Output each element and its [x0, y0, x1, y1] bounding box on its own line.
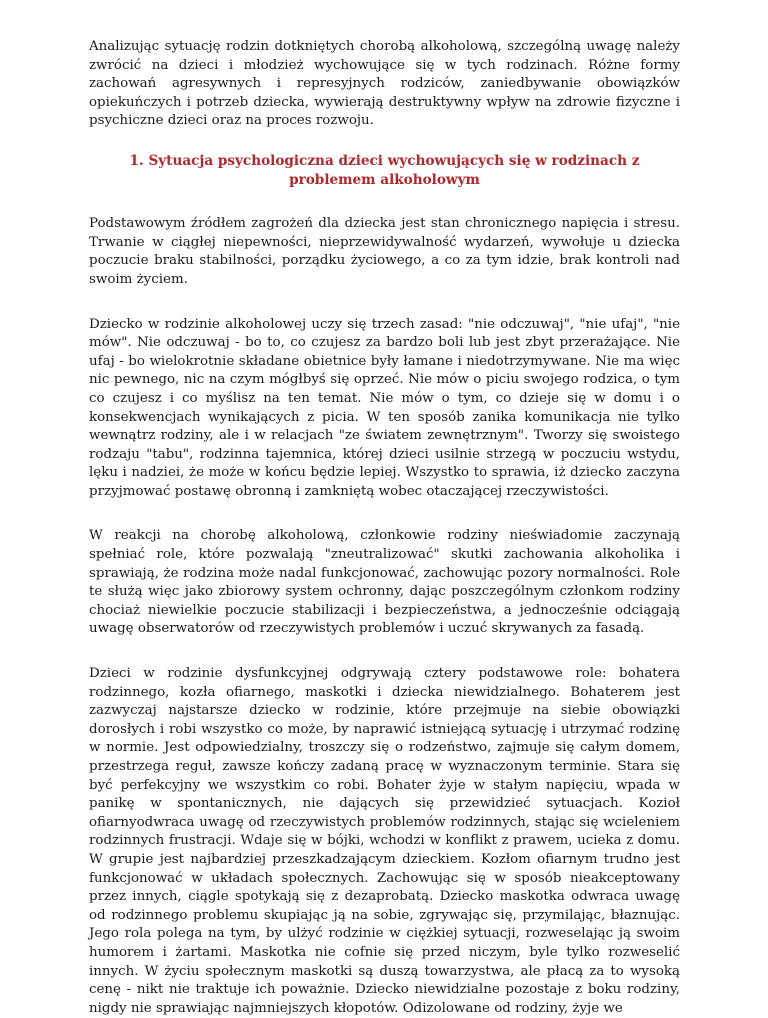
intro-paragraph: Analizując sytuację rodzin dotkniętych chorobą alkoholową, szczególną uwagę należy zwrócić na dzieci i młodzież wychowujące się w tych rodzinach. Różne formy zachowań agresywnych i represyjnych rodziców, zaniedbywanie obowiązków opiekuńczych i potrzeb dziecka, wywierają destruktywny wpływ na zdrowie fizyczne i psychiczne dzieci oraz na proces rozwoju. — [89, 39, 680, 129]
document-page — [89, 38, 680, 1018]
body-paragraph: Dziecko w rodzinie alkoholowej uczy się trzech zasad: "nie odczuwaj", "nie ufaj", "nie mów". Nie odczuwaj - bo to, co czujesz za bardzo boli lub jest zbyt przerażające. Nie ufaj - bo wielokrotnie składane obietnice były łamane i niedotrzymywane. Nie ma więc nic pewnego, nic na czym mógłbyś się oprzeć. Nie mów o piciu swojego rodzica, o tym co czujesz i co myślisz na ten temat. Nie mów o tym, co dzieje się w domu i o konsekwencjach wynikających z picia. W ten sposób zanika komunikacja nie tylko wewnątrz rodziny, ale i w relacjach "ze światem zewnętrznym". Tworzy się swoistego rodzaju "tabu", rodzinna tajemnica, której dzieci usilnie strzegą w poczuciu wstydu, lęku i nadziei, że może w końcu będzie lepiej. Wszystko to sprawia, iż dziecko zaczyna przyjmować postawę obronną i zamkniętą wobec otaczającej rzeczywistości. — [89, 316, 680, 499]
spacer — [89, 501, 680, 527]
body-paragraph: Podstawowym źródłem zagrożeń dla dziecka jest stan chronicznego napięcia i stresu. Trwanie w ciągłej niepewności, nieprzewidywalność wydarzeń, wywołuje u dziecka poczucie braku stabilności, porządku życiowego, a co za tym idzie, brak kontroli nad swoim życiem. — [89, 216, 680, 287]
section-heading: 1. Sytuacja psychologiczna dzieci wychowujących się w rodzinach z problemem alkoholowym — [129, 152, 640, 188]
body-paragraph: W reakcji na chorobę alkoholową, członkowie rodziny nieświadomie zaczynają spełniać role, które pozwalają "zneutralizować" skutki zachowania alkoholika i sprawiają, że rodzina może nadal funkcjonować, zachowując pozory normalności. Role te służą więc jako zbiorowy system ochronny, dając poszczególnym członkom rodziny chociaż niewielkie poczucie stabilizacji i bezpieczeństwa, a jednocześnie odciągają uwagę obserwatorów od rzeczywistych problemów i uczuć skrywanych za fasadą. — [89, 528, 680, 637]
body-paragraph: Dzieci w rodzinie dysfunkcyjnej odgrywają cztery podstawowe role: bohatera rodzinnego, kozła ofiarnego, maskotki i dziecka niewidzialnego. Bohaterem jest zazwyczaj najstarsze dziecko w rodzinie, które przejmuje na siebie obowiązki dorosłych i robi wszystko co może, by naprawić istniejącą sytuację i utrzymać rodzinę w normie. Jest odpowiedzialny, troszczy się o rodzeństwo, zajmuje się całym domem, przestrzega reguł, zawsze kończy zadaną pracę w wyznaczonym terminie. Stara się być perfekcyjny we wszystkim co robi. Bohater żyje w stałym napięciu, wpada w panikę w spontanicznych, nie dających się przewidzieć sytuacjach. Kozioł ofiarnyodwraca uwagę od rzeczywistych problemów rodzinnych, stając się wcieleniem rodzinnych frustracji. Wdaje się w bójki, wchodzi w konflikt z prawem, ucieka z domu. W grupie jest najbardziej przeszkadzającym dzieckiem. Kozłom ofiarnym trudno jest funkcjonować w układach społecznych. Zachowując się w sposób nieakceptowany przez innych, ciągle spotykają się z dezaprobatą. Dziecko maskotka odwraca uwagę od rodzinnego problemu skupiając ją na sobie, zgrywając się, przymilając, błaznując. Jego rola polega na tym, by ulżyć rodzinie w ciężkiej sytuacji, rozweselając ją swoim humorem i żartami. Maskotka nie cofnie się przed niczym, byle tylko rozweselić innych. W życiu społecznym maskotki są duszą towarzystwa, ale płacą za to wysoką cenę - nikt nie traktuje ich poważnie. Dziecko niewidzialne pozostaje z boku rodziny, nigdy nie sprawiając najmniejszych kłopotów. Odizolowane od rodziny, żyje we — [89, 666, 680, 1016]
spacer — [89, 639, 680, 665]
spacer — [89, 189, 680, 215]
spacer — [89, 131, 680, 152]
spacer — [89, 290, 680, 316]
